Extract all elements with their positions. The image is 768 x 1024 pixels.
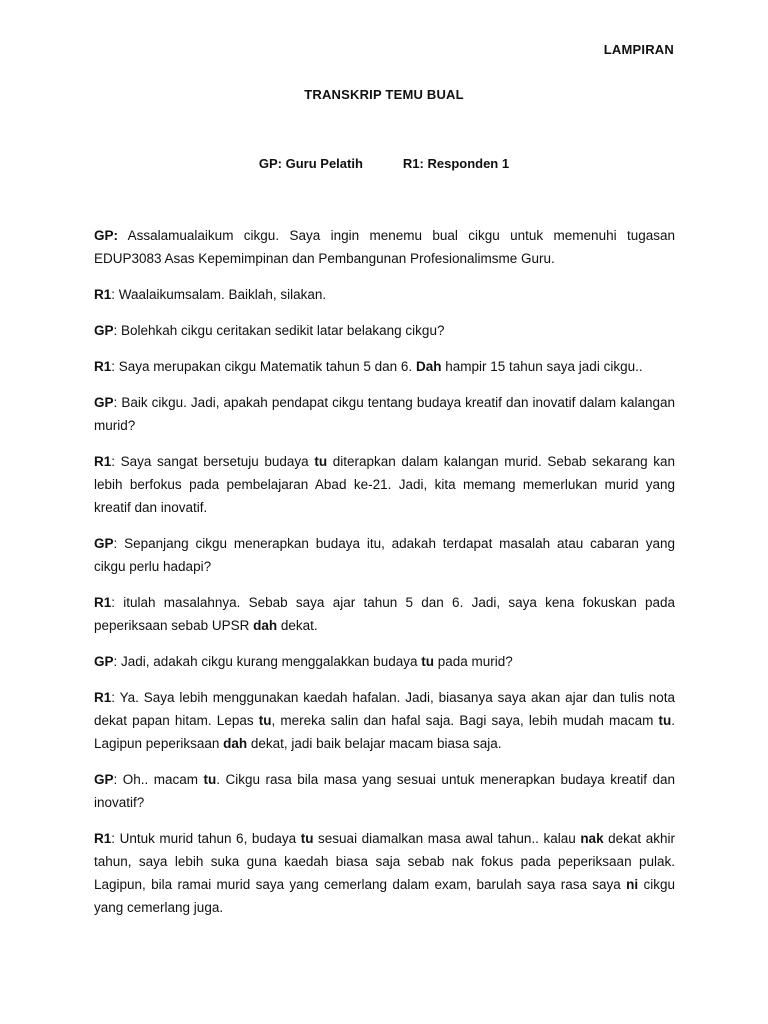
utterance-text: diterapkan dalam kalangan murid. Sebab sekarang kan lebih berfokus pada pembelajaran Abad ke-21. Jadi, kita memang memerlukan murid yang kreatif dan inovatif. (94, 454, 675, 515)
speaker-label: R1 (94, 831, 112, 846)
transcript-turn (94, 283, 675, 306)
emphasis-word: tu (658, 713, 672, 728)
transcript-turn (94, 224, 675, 270)
utterance-text: Assalamualaikum cikgu. Saya ingin menemu bual cikgu untuk memenuhi tugasan EDUP3083 Asas Kepemimpinan dan Pembangunan Profesionalimsme Guru. (94, 228, 675, 266)
speaker-label: GP (94, 654, 114, 669)
transcript-turn (94, 319, 675, 342)
transcript-turn (94, 391, 675, 437)
emphasis-word: tu (203, 772, 217, 787)
transcript-turn (94, 827, 675, 919)
speaker-label: R1 (94, 359, 112, 374)
utterance-text: : Sepanjang cikgu menerapkan budaya itu, adakah terdapat masalah atau cabaran yang cikgu perlu hadapi? (94, 536, 675, 574)
speaker-legend (0, 156, 768, 171)
utterance-text: . Cikgu rasa bila masa yang sesuai untuk menerapkan budaya kreatif dan inovatif? (94, 772, 675, 810)
transcript-turn (94, 532, 675, 578)
appendix-label: LAMPIRAN (603, 42, 674, 57)
emphasis-word: Dah (415, 359, 442, 374)
legend-gp: GP: Guru Pelatih (258, 156, 363, 171)
emphasis-word: nak (580, 831, 604, 846)
transcript-turn (94, 768, 675, 814)
utterance-text: dekat, jadi baik belajar macam biasa saja. (247, 736, 502, 751)
transcript-turn (94, 355, 675, 378)
utterance-text: pada murid? (433, 654, 513, 669)
utterance-text: : Untuk murid tahun 6, budaya (111, 831, 301, 846)
utterance-text: : Saya merupakan cikgu Matematik tahun 5 dan 6. (111, 359, 416, 374)
legend-r1: R1: Responden 1 (402, 156, 510, 171)
transcript-turn (94, 686, 675, 755)
speaker-label: R1 (94, 454, 112, 469)
utterance-text: sesuai diamalkan masa awal tahun.. kalau (313, 831, 581, 846)
interview-transcript (94, 224, 675, 932)
utterance-text: : Baik cikgu. Jadi, apakah pendapat cikgu tentang budaya kreatif dan inovatif dalam kalangan murid? (94, 395, 675, 433)
utterance-text: : Jadi, adakah cikgu kurang menggalakkan budaya (113, 654, 422, 669)
utterance-text: : Bolehkah cikgu ceritakan sedikit latar belakang cikgu? (113, 323, 445, 338)
utterance-text: cikgu yang cemerlang juga. (94, 877, 675, 915)
emphasis-word: tu (300, 831, 314, 846)
utterance-text: : Oh.. macam (113, 772, 204, 787)
speaker-label: R1 (94, 690, 112, 705)
utterance-text: , mereka salin dan hafal saja. Bagi saya, lebih mudah macam (271, 713, 659, 728)
utterance-text: : itulah masalahnya. Sebab saya ajar tahun 5 dan 6. Jadi, saya kena fokuskan pada peperiksaan sebab UPSR (94, 595, 675, 633)
transcript-turn (94, 650, 675, 673)
utterance-text: : Saya sangat bersetuju budaya (111, 454, 315, 469)
utterance-text: hampir 15 tahun saya jadi cikgu.. (441, 359, 643, 374)
utterance-text: dekat. (277, 618, 318, 633)
speaker-label: GP (94, 772, 114, 787)
utterance-text: dekat akhir tahun, saya lebih suka guna kaedah biasa saja sebab nak fokus pada peperiksaan pulak. Lagipun, bila ramai murid saya yang cemerlang dalam exam, barulah saya rasa saya (94, 831, 675, 892)
speaker-label: R1 (94, 595, 112, 610)
speaker-label: R1 (94, 287, 112, 302)
speaker-label: GP (94, 323, 114, 338)
transcript-turn (94, 591, 675, 637)
speaker-label: GP (94, 395, 114, 410)
emphasis-word: tu (314, 454, 328, 469)
utterance-text: . Lagipun peperiksaan (94, 713, 675, 751)
utterance-text: : Waalaikumsalam. Baiklah, silakan. (111, 287, 327, 302)
transcript-turn (94, 450, 675, 519)
emphasis-word: tu (258, 713, 272, 728)
emphasis-word: dah (223, 736, 248, 751)
document-title: TRANSKRIP TEMU BUAL (304, 87, 464, 102)
utterance-text: : Ya. Saya lebih menggunakan kaedah hafalan. Jadi, biasanya saya akan ajar dan tulis nota dekat papan hitam. Lepas (94, 690, 675, 728)
emphasis-word: tu (421, 654, 434, 669)
emphasis-word: dah (253, 618, 278, 633)
speaker-label: GP: (94, 228, 119, 243)
emphasis-word: ni (626, 877, 639, 892)
speaker-label: GP (94, 536, 114, 551)
